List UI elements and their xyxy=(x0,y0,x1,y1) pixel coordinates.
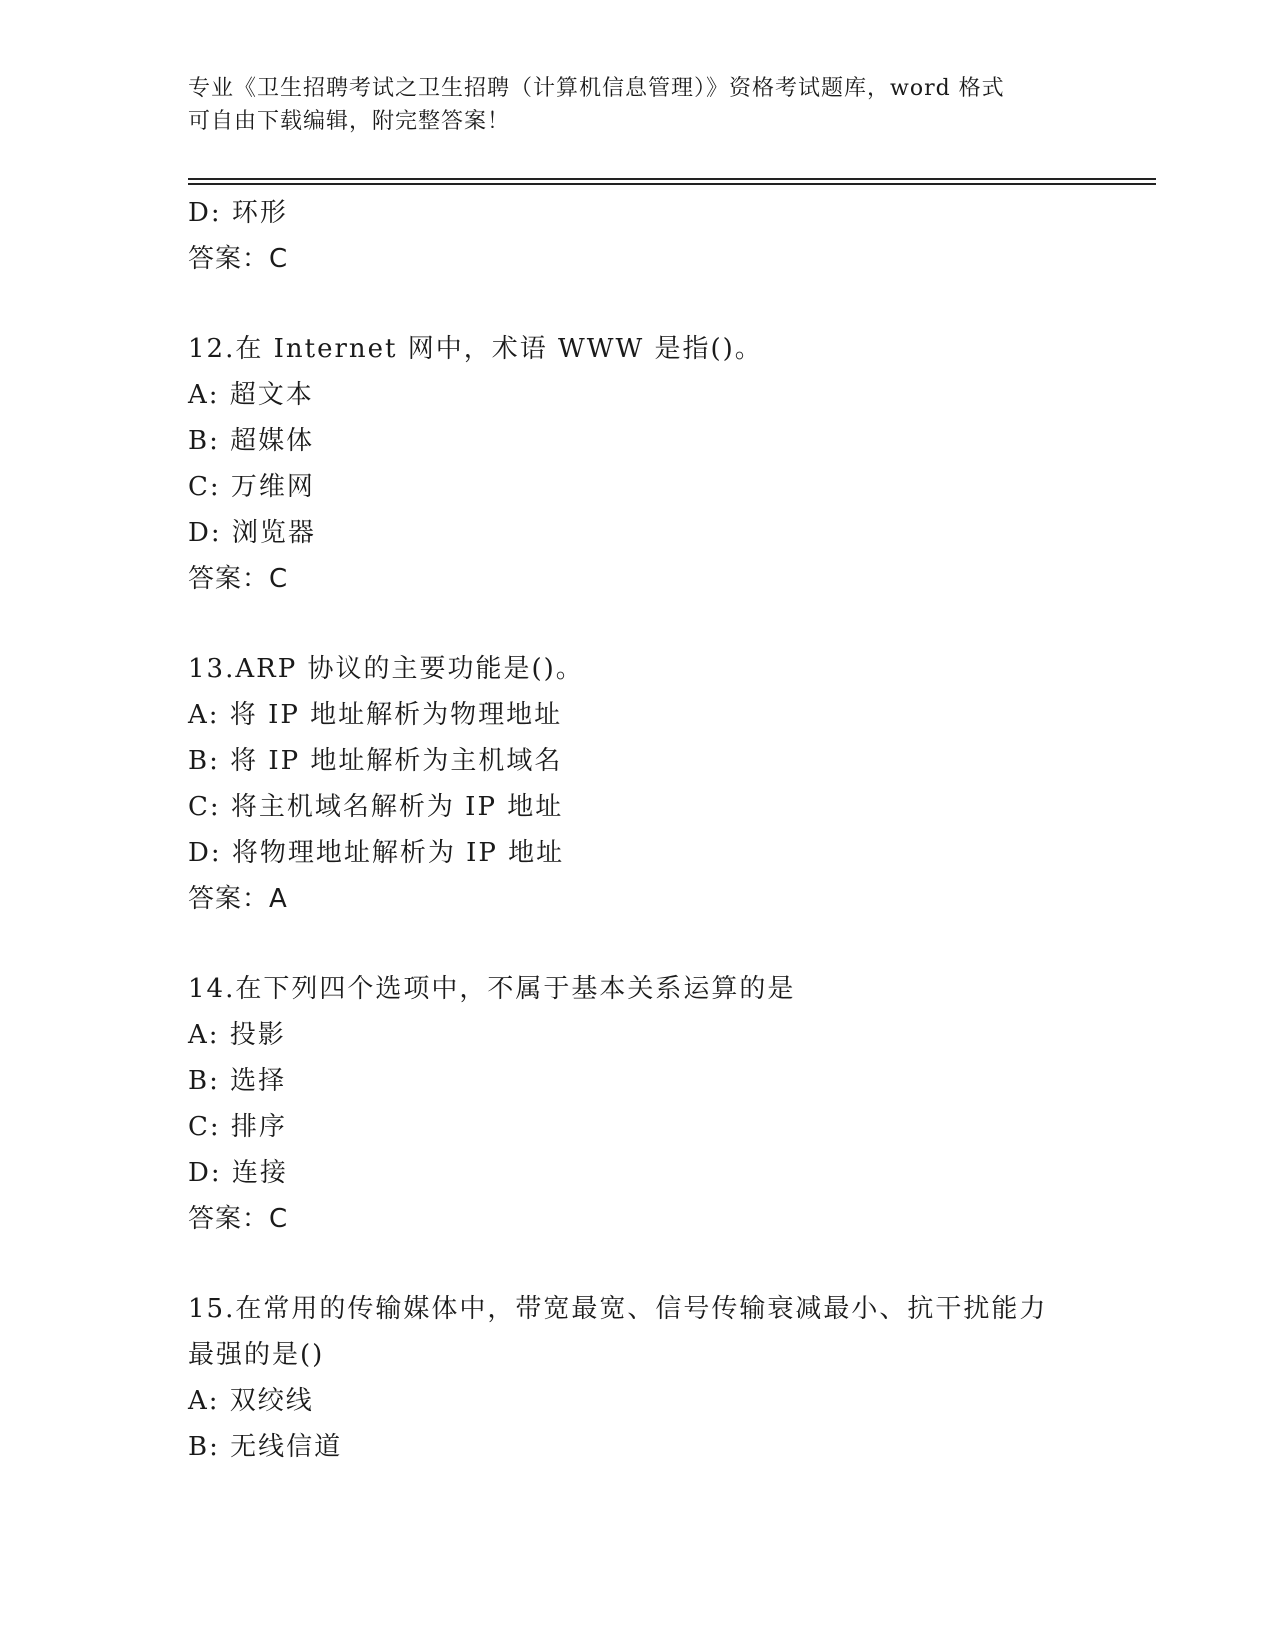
answer-line: 答案：C xyxy=(188,564,289,594)
question-text: 13.ARP 协议的主要功能是()。 xyxy=(188,654,584,684)
option-d: D: 连接 xyxy=(188,1158,288,1188)
option-b: B: 无线信道 xyxy=(188,1432,343,1462)
question-14 xyxy=(188,966,1088,1242)
option-b: B: 选择 xyxy=(188,1066,287,1096)
answer-line: 答案：A xyxy=(188,884,288,914)
question-text-line-1: 15.在常用的传输媒体中，带宽最宽、信号传输衰减最小、抗干扰能力 xyxy=(188,1294,1048,1324)
option-c: C: 排序 xyxy=(188,1112,287,1142)
question-list xyxy=(188,190,1088,1470)
question-text-line-2: 最强的是() xyxy=(188,1340,325,1370)
previous-question-tail xyxy=(188,190,1088,282)
option-a: A: 将 IP 地址解析为物理地址 xyxy=(188,700,563,730)
question-text: 12.在 Internet 网中，术语 WWW 是指()。 xyxy=(188,334,763,364)
option-a: A: 双绞线 xyxy=(188,1386,314,1416)
answer-line: 答案：C xyxy=(188,1204,289,1234)
option-b: B: 超媒体 xyxy=(188,426,315,456)
option-c: C: 万维网 xyxy=(188,472,315,502)
option-d: D: 将物理地址解析为 IP 地址 xyxy=(188,838,565,868)
option-d: D: 浏览器 xyxy=(188,518,316,548)
option-d: D: 环形 xyxy=(188,198,288,228)
question-13 xyxy=(188,646,1088,922)
option-b: B: 将 IP 地址解析为主机域名 xyxy=(188,746,563,776)
header-line-1: 专业《卫生招聘考试之卫生招聘（计算机信息管理）》资格考试题库，word 格式 xyxy=(188,76,1005,101)
option-a: A: 投影 xyxy=(188,1020,286,1050)
page-header xyxy=(188,72,1068,138)
question-12 xyxy=(188,326,1088,602)
question-15 xyxy=(188,1286,1088,1470)
option-a: A: 超文本 xyxy=(188,380,314,410)
option-c: C: 将主机域名解析为 IP 地址 xyxy=(188,792,564,822)
header-line-2: 可自由下载编辑，附完整答案！ xyxy=(188,109,511,134)
question-text: 14.在下列四个选项中，不属于基本关系运算的是 xyxy=(188,974,796,1004)
header-divider-bottom xyxy=(188,183,1156,185)
answer-line: 答案：C xyxy=(188,244,289,274)
header-divider-top xyxy=(188,178,1156,180)
